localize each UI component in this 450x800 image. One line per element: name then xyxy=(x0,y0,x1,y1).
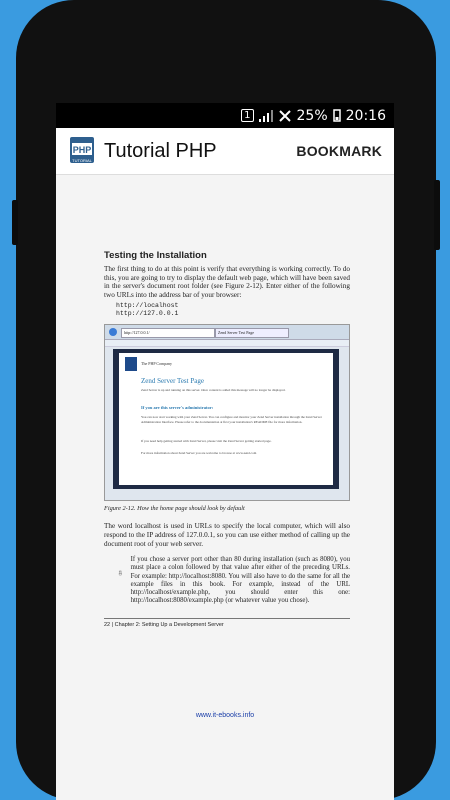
section-heading: Testing the Installation xyxy=(104,250,207,261)
code-block: http://localhost http://127.0.0.1 xyxy=(116,302,179,318)
company-name: The PHP Company xyxy=(141,361,172,367)
ebooks-link[interactable]: www.it-ebooks.info xyxy=(195,712,255,719)
app-title: Tutorial PHP xyxy=(104,139,217,162)
battery-icon xyxy=(333,109,341,122)
document-content xyxy=(104,250,350,628)
pdf-page[interactable] xyxy=(56,175,394,800)
browser-menu xyxy=(105,340,349,347)
side-button-right xyxy=(434,180,440,250)
mute-icon xyxy=(278,109,292,122)
browser-screenshot-figure xyxy=(104,324,350,501)
sim-indicator: 1 xyxy=(241,109,253,122)
status-bar xyxy=(56,103,394,128)
back-icon xyxy=(109,328,117,336)
note-text: If you chose a server port other than 80 during installation (such as 8080), you must place a colon followed by that value after either of the preceding URLs. For example: http://localhost:8080. You will also have to do the same for all the example files in this book. For example, instead of the URL http://localhost/example.php, you should enter this one: http://localhost:8080/example.php (or whatever value you chose). xyxy=(130,556,350,605)
browser-toolbar xyxy=(105,325,349,340)
raccoon-note-icon xyxy=(118,558,123,588)
clock: 20:16 xyxy=(345,107,386,124)
php-logo-icon[interactable] xyxy=(68,135,96,167)
note-box xyxy=(104,556,350,608)
zend-line-3: If you need help getting started with Zend Server, please visit the Zend Server getting started page. xyxy=(141,439,272,444)
signal-icon xyxy=(259,110,273,122)
app-bar xyxy=(56,128,394,175)
zend-line-1: Zend Server is up and running on this server. Once content is added this message will no longer be displayed. xyxy=(141,388,286,393)
paragraph-1: The first thing to do at this point is verify that everything is working correctly. To do this, you are going to try to display the default web page, which will have been saved in the server's document root folder (see Figure 2-12). Enter either of the following two URLs into the address bar of your browser: xyxy=(104,265,350,299)
figure-caption: Figure 2-12. How the home page should look by default xyxy=(104,505,245,513)
address-bar: http://127.0.0.1/ xyxy=(121,328,215,338)
browser-tab: Zend Server Test Page xyxy=(215,328,289,338)
paragraph-2: The word localhost is used in URLs to specify the local computer, which will also respond to the IP address of 127.0.0.1, so you can use either method of calling up the document root of your web server. xyxy=(104,522,350,548)
zend-line-2: You can now start working with your Zend Server. You can configure and monitor your Zend Server installation through the Zend Server Administration Interface. Please refer to the documentation at first your installation's README file for more information. xyxy=(141,415,322,424)
zend-page-frame xyxy=(113,349,339,489)
battery-percent: 25% xyxy=(296,107,328,124)
admin-heading: If you are this server's administrator: xyxy=(141,405,214,411)
screen xyxy=(56,103,394,800)
logo-text: PHP xyxy=(72,145,92,155)
side-button-left xyxy=(12,200,18,245)
logo-subtext: TUTORIAL xyxy=(72,158,92,163)
zend-logo-icon xyxy=(125,357,137,371)
zend-line-4: For more information about Zend Server you are welcome to browse at www.zend.com xyxy=(141,451,257,456)
zend-page xyxy=(119,353,333,485)
zend-page-title: Zend Server Test Page xyxy=(141,377,204,386)
page-footer: 22 | Chapter 2: Setting Up a Development Server xyxy=(104,618,350,628)
bookmark-button[interactable]: BOOKMARK xyxy=(296,143,382,159)
